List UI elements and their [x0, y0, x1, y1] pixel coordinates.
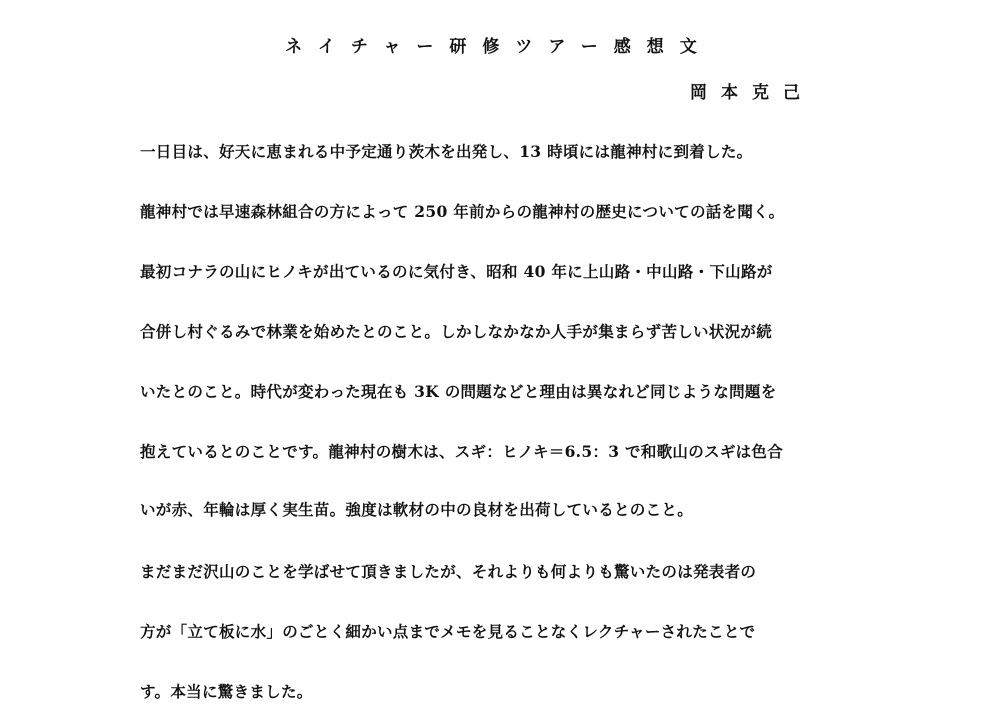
document-title: ネイチャー研修ツアー感想文	[285, 37, 713, 57]
text-line: まだまだ沢山のことを学ばせて頂きましたが、それよりも何よりも驚いたのは発表者の	[140, 562, 757, 581]
text-line: 合併し村ぐるみで林業を始めたとのこと。しかしなかなか人手が集まらず苦しい状況が続	[140, 322, 773, 341]
text-line: 龍神村では早速森林組合の方によって 250 年前からの龍神村の歴史についての話を聞く。	[140, 202, 785, 221]
text-line: 方が「立て板に水」のごとく細かい点までメモを見ることなくレクチャーされたことで	[140, 622, 756, 641]
text-line: 抱えているとのことです。龍神村の樹木は、スギ：ヒノキ＝6.5：3 で和歌山のスギは色合	[140, 442, 784, 461]
text-line: いたとのこと。時代が変わった現在も 3K の問題などと理由は異なれど同じような問題を	[140, 382, 777, 401]
author-name: 岡本克己	[690, 83, 814, 103]
text-line: 一日目は、好天に恵まれる中予定通り茨木を出発し、13 時頃には龍神村に到着した。	[140, 142, 753, 161]
text-line: いが赤、年輪は厚く実生苗。強度は軟材の中の良材を出荷しているとのこと。	[140, 500, 694, 519]
text-line: 最初コナラの山にヒノキが出ているのに気付き、昭和 40 年に上山路・中山路・下山路が	[140, 262, 773, 281]
text-line: す。本当に驚きました。	[140, 682, 313, 701]
